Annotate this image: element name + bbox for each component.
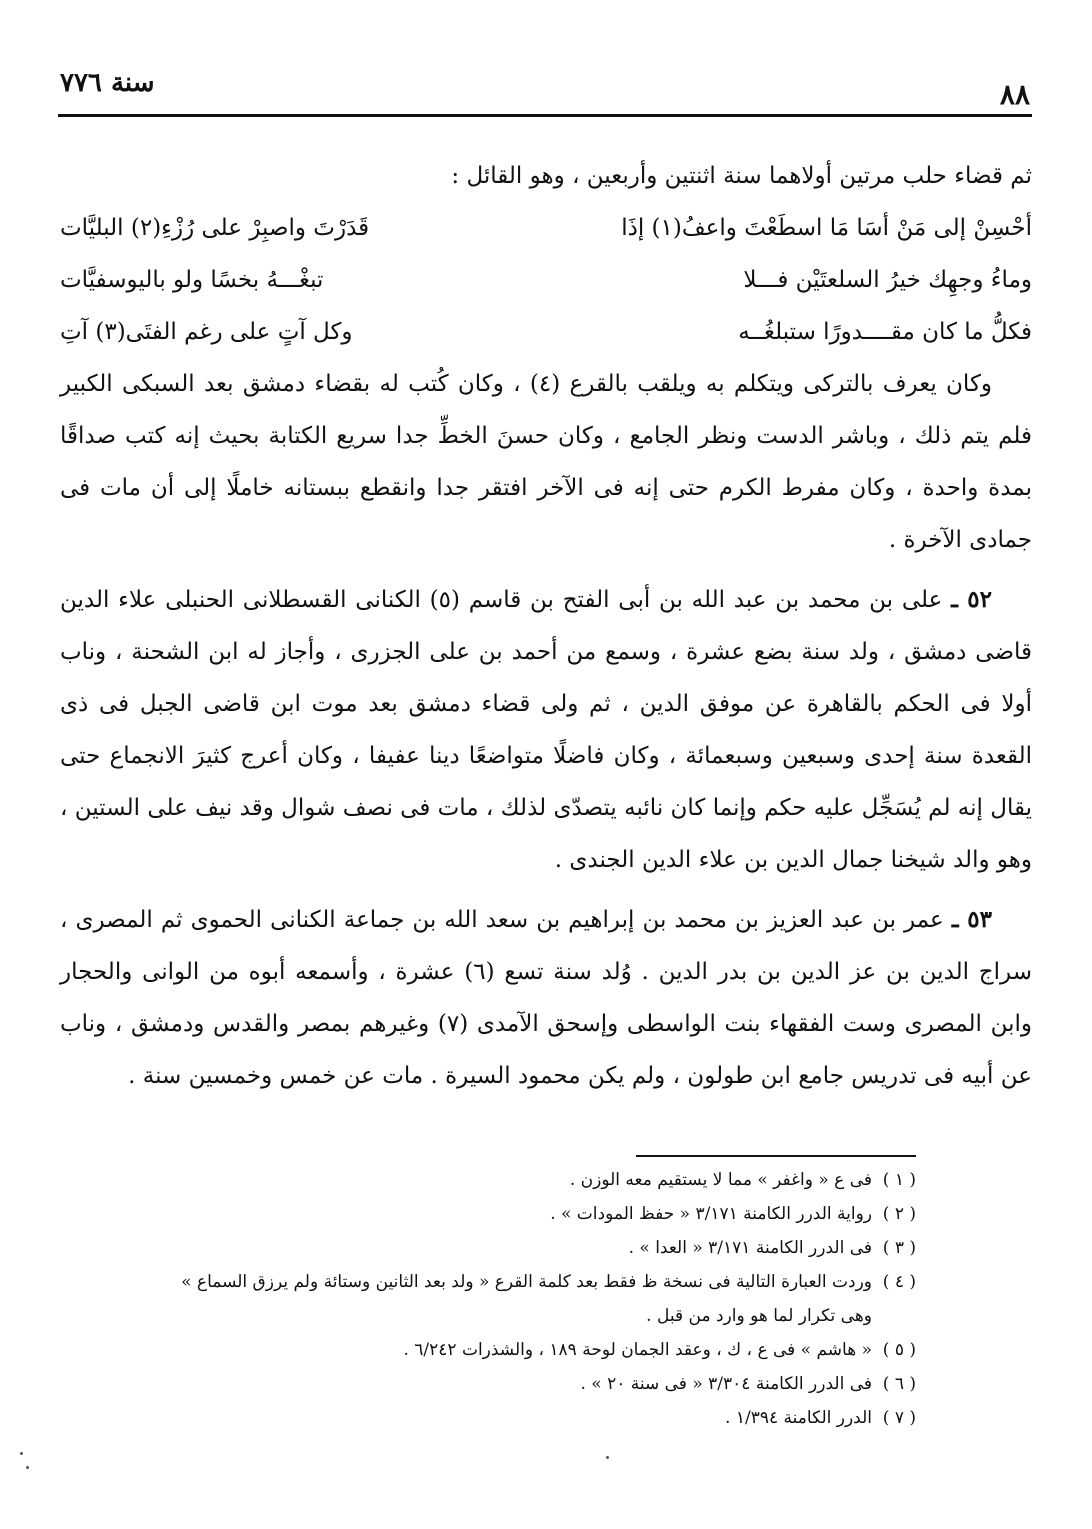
footnote (56, 1367, 916, 1401)
verse-second-hemistich: قَدَرْتَ واصبِرْ على رُزْءِ(٢) البليَّات (60, 215, 370, 241)
entry-number: ٥٣ ـ (951, 906, 993, 933)
scan-speck (606, 1456, 609, 1459)
footnote-mark: ( ٣ ) (882, 1238, 916, 1258)
running-title-year: سنة ٧٧٦ (60, 68, 155, 98)
footnote-text: وردت العبارة التالية فى نسخة ظ فقط بعد كلمة القرع « ولد بعد الثانين وستائة ولم يرزق السماع » (181, 1272, 872, 1292)
footnote-separator (636, 1155, 916, 1157)
footnote-text: فى الدرر الكامنة ٣/٣٠٤ « فى سنة ٢٠ » . (580, 1374, 872, 1394)
entry-53 (60, 894, 1032, 1102)
footnote-text: رواية الدرر الكامنة ٣/١٧١ « حفظ المودات » . (550, 1204, 872, 1224)
scan-speck (26, 1466, 29, 1469)
biography-paragraph: وكان يعرف بالتركى ويتكلم به ويلقب بالقرع (٤) ، وكان كُتب له بقضاء دمشق بعد السبكى الكبير فلم يتم ذلك ، وباشر الدست ونظر الجامع ، وكان حسنَ الخطِّ جدا سريع الكتابة بحيث إنه كتب صداقًا بمدة واحدة ، وكان مفرط الكرم حتى إنه فى الآخر افتقر جدا وانقطع ببستانه خاملًا إلى أن مات فى جمادى الآخرة . (60, 371, 1032, 553)
footnote-mark: ( ٦ ) (882, 1374, 916, 1394)
footnotes (56, 1163, 916, 1435)
footnote-continuation: وهى تكرار لما هو وارد من قبل . (646, 1306, 872, 1326)
footnote-text: الدرر الكامنة ١/٣٩٤ . (725, 1408, 872, 1428)
verse-first-hemistich: فكلُّ ما كان مقــــدورًا ستبلغُــه (738, 319, 1032, 345)
entry-number: ٥٢ ـ (951, 586, 993, 613)
footnote-mark: ( ٤ ) (882, 1272, 916, 1292)
verse-second-hemistich: وكل آتٍ على رغم الفتَى(٣) آتِ (60, 319, 353, 345)
footnote-text: فى الدرر الكامنة ٣/١٧١ « العدا » . (628, 1238, 872, 1258)
header-rule (58, 114, 1032, 117)
scan-speck (20, 1452, 23, 1455)
entry-text: على بن محمد بن عبد الله بن أبى الفتح بن قاسم (٥) الكنانى القسطلانى الحنبلى علاء الدين قاضى دمشق ، ولد سنة بضع عشرة ، وسمع من أحمد بن على الجزرى ، وأجاز له ابن الشحنة ، وناب أولا فى الحكم بالقاهرة عن موفق الدين ، ثم ولى قضاء دمشق بعد موت ابن قاضى الجبل فى ذى القعدة سنة إحدى وسبعين وسبعمائة ، وكان فاضلًا متواضعًا دينا عفيفا ، وكان أعرج كثيرَ الانجماع حتى يقال إنه لم يُسَجِّل عليه حكم وإنما كان نائبه يتصدّى لذلك ، مات فى نصف شوال وقد نيف على الستين ، وهو والد شيخنا جمال الدين بن علاء الدين الجندى . (60, 587, 1032, 873)
verse-line (60, 202, 1032, 254)
footnote-text: « هاشم » فى ع ، ك ، وعقد الجمان لوحة ١٨٩ ، والشذرات ٦/٢٤٢ . (403, 1340, 872, 1360)
footnote-mark: ( ١ ) (882, 1170, 916, 1190)
footnote-mark: ( ٥ ) (882, 1340, 916, 1360)
footnote (56, 1163, 916, 1197)
footnote (56, 1197, 916, 1231)
verse-first-hemistich: أحْسِنْ إلى مَنْ أسَا مَا اسطَعْتَ واعفُ(١) إذَا (621, 215, 1032, 241)
page-header (60, 58, 1030, 110)
page-number: ٨٨ (999, 78, 1030, 111)
entry-text: عمر بن عبد العزيز بن محمد بن إبراهيم بن سعد الله بن جماعة الكنانى الحموى ثم المصرى ، سراج الدين بن عز الدين بن بدر الدين . وُلد سنة تسع (٦) عشرة ، وأسمعه أبوه من الوانى والحجار وابن المصرى وست الفقهاء بنت الواسطى وإسحق الآمدى (٧) وغيرهم بمصر والقدس ودمشق ، وناب عن أبيه فى تدريس جامع ابن طولون ، ولم يكن محمود السيرة . مات عن خمس وخمسين سنة . (60, 907, 1033, 1089)
verse-second-hemistich: تبغْـــهُ بخسًا ولو باليوسفيَّات (60, 267, 324, 293)
intro-line: ثم قضاء حلب مرتين أولاهما سنة اثنتين وأربعين ، وهو القائل : (451, 163, 1032, 189)
footnote (56, 1401, 916, 1435)
verse-line (60, 254, 1032, 306)
verse-first-hemistich: وماءُ وجهِك خيرُ السلعتَيْن فـــلا (743, 267, 1032, 293)
footnote-text: فى ع « واغفر » مما لا يستقيم معه الوزن . (569, 1170, 872, 1190)
entry-52 (60, 574, 1032, 886)
footnote (56, 1265, 916, 1299)
main-text (60, 150, 1032, 1102)
verse-line (60, 306, 1032, 358)
footnote-mark: ( ٢ ) (882, 1204, 916, 1224)
footnote (56, 1231, 916, 1265)
footnote-mark: ( ٧ ) (882, 1408, 916, 1428)
footnote (56, 1333, 916, 1367)
